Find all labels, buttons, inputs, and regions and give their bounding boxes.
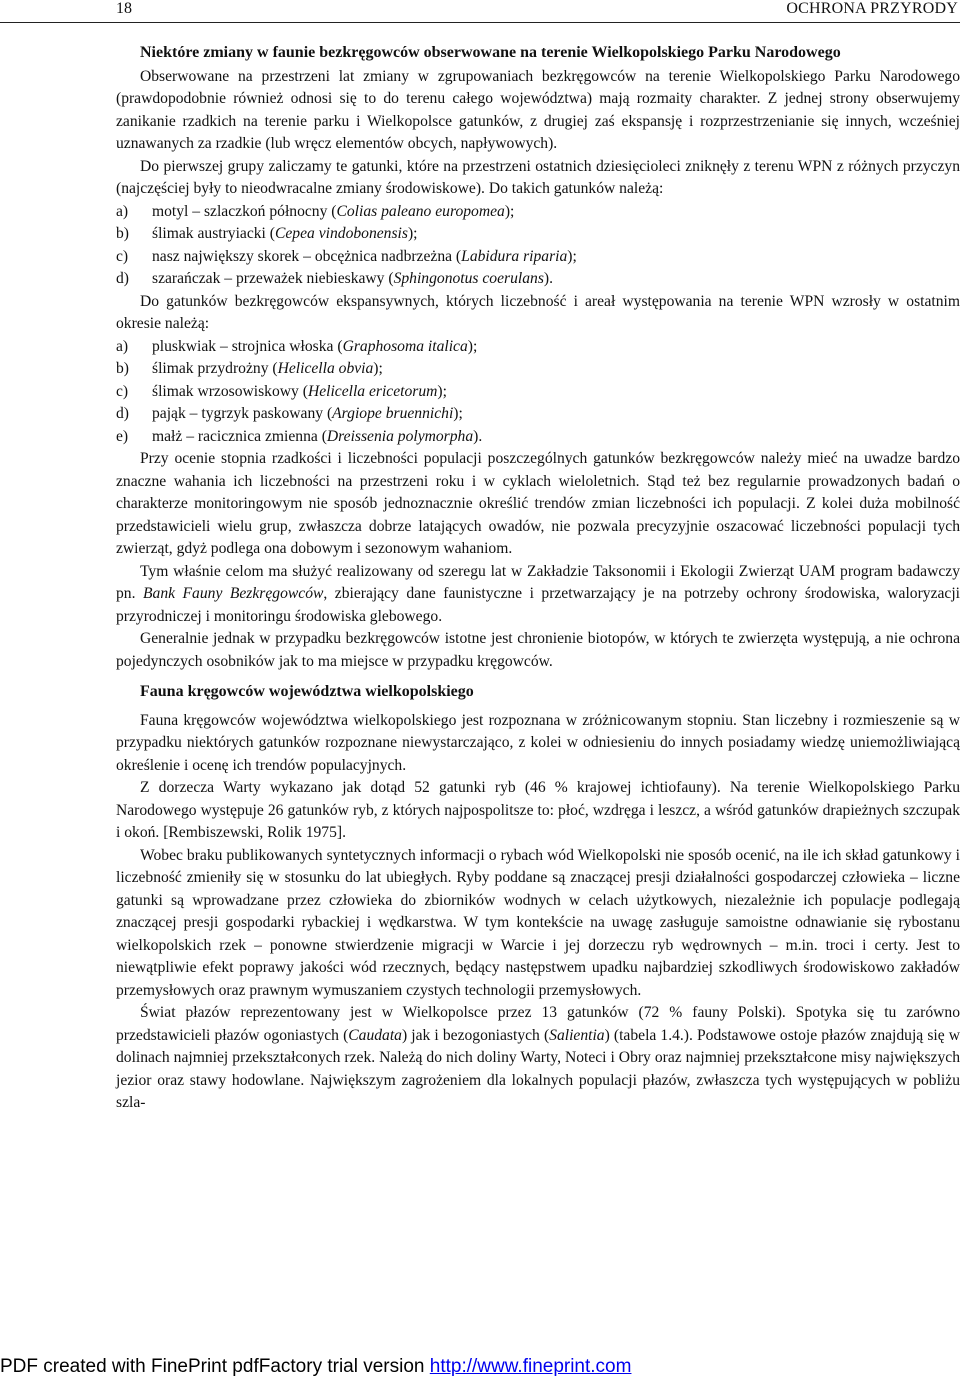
list-item: d) szarańczak – przeważek niebieskawy (Sphingonotus coerulans). (116, 270, 553, 287)
paragraph: Do gatunków bezkręgowców ekspansywnych, których liczebność i areał występowania na terenie WPN wzrosły w ostatnim okresie należą: (116, 292, 960, 332)
footer-link[interactable]: http://www.fineprint.com (429, 1356, 632, 1377)
paragraph: Obserwowane na przestrzeni lat zmiany w zgrupowaniach bezkręgowców na terenie Wielkopolskiego Parku Narodowego (prawdopodobnie również odnosi się to do terenu całego województwa) mają rozmaity charakter. Z jednej strony obserwujemy zanikanie rzadkich na terenie parku i Wielkopolsce gatunków, z drugiej zaś ekspansję i rozprzestrzenianie się innych, wcześniej uznawanych za rzadkie (lub wręcz elementów obcych, napływowych). (116, 67, 960, 152)
list-item: a) pluskwiak – strojnica włoska (Graphosoma italica); (116, 337, 478, 355)
list-item: c) nasz największy skorek – obcężnica nadbrzeżna (Labidura riparia); (116, 247, 577, 265)
paragraph: Do pierwszej grupy zaliczamy te gatunki, które na przestrzeni ostatnich dziesięcioleci zniknęły z terenu WPN z różnych przyczyn (najczęściej były to nieodwracalne zmiany środowiskowe). Do takich gatunków należą: (116, 157, 960, 197)
list-item: b) ślimak przydrożny (Helicella obvia); (116, 360, 383, 377)
paragraph: Świat płazów reprezentowany jest w Wielkopolsce przez 13 gatunków (72 % fauny Polski). Spotyka się tu zarówno przedstawicieli płazów ogoniastych (Caudata) jak i bezogoniastych (Salientia) (tabela 1.4.). Podstawowe ostoje płazów znajdują się w dolinach najmniej przekształconych rzek. Należą do nich doliny Warty, Noteci i Obry oraz najmniej przekształcone misy największych jezior oraz stawy hodowlane. Największym zagrożeniem dla lokalnych populacji płazów, zwłaszcza tych występujących w pobliżu szla- (116, 1004, 960, 1111)
section-title-vertebrates: Fauna kręgowców województwa wielkopolskiego (140, 683, 474, 700)
paragraph: Wobec braku publikowanych syntetycznych informacji o rybach wód Wielkopolski nie sposób ocenić, na ile ich skład gatunkowy i liczebność zmieniły się w stosunku do lat ubiegłych. Ryby poddane są znaczącej presji działalności gospodarczej człowieka – liczne gatunki są wprowadzane przez człowieka do zbiorników wodnych w celach użytkowych, niezależnie ich populacje podlegają znaczącej presji gospodarki rybackiej i wędkarstwa. W tym kontekście na uwagę zasługuje samoistne odnawianie się rybostanu wielkopolskich rzek – ponowne stwierdzenie migracji w Warcie i jej dorzeczu ryb wędrownych – m.in. troci i certy. Jest to niewątpliwie efekt poprawy jakości wód rzecznych, będący następstwem upadku najbardziej szkodliwych środowiskowo zakładów przemysłowych oraz prawnym wymuszaniem czystych technologii przemysłowych. (116, 846, 960, 999)
paragraph: Tym właśnie celom ma służyć realizowany od szeregu lat w Zakładzie Taksonomii i Ekologii Zwierząt UAM program badawczy pn. Bank Fauny Bezkręgowców, zbierający dane faunistyczne i przetwarzający je na potrzeby ochrony środowiska, waloryzacji przyrodniczej i monitoringu środowiska glebowego. (116, 562, 960, 625)
page-header (0, 0, 960, 23)
section-title-invertebrates: Niektóre zmiany w faunie bezkręgowców obserwowane na terenie Wielkopolskiego Parku Narodowego (140, 44, 841, 61)
list-item: d) pająk – tygrzyk paskowany (Argiope bruennichi); (116, 405, 463, 422)
list-item: c) ślimak wrzosowiskowy (Helicella ericetorum); (116, 382, 447, 400)
pdf-footer (0, 1355, 960, 1383)
paragraph: Generalnie jednak w przypadku bezkręgowców istotne jest chronienie biotopów, w których te zwierzęta występują, a nie ochrona pojedynczych osobników jak to ma miejsce w przypadku kręgowców. (116, 630, 960, 670)
footer-text: PDF created with FinePrint pdfFactory trial version (0, 1356, 430, 1377)
list-declining-species (116, 201, 960, 291)
document-body (116, 42, 960, 1115)
paragraph: Z dorzecza Warty wykazano jak dotąd 52 gatunki ryb (46 % krajowej ichtiofauny). Na terenie Wielkopolskiego Parku Narodowego występuje 26 gatunków ryb, z których najpospolitsze to: płoć, wzdręga i leszcz, a wśród gatunków drapieżnych szczupak i okoń. [Rembiszewski, Rolik 1975]. (116, 779, 960, 841)
running-head: OCHRONA PRZYRODY (786, 0, 958, 17)
list-item: a) motyl – szlaczkoń północny (Colias paleano europomea); (116, 202, 515, 220)
list-item: e) małż – racicznica zmienna (Dreissenia polymorpha). (116, 427, 483, 445)
page-number: 18 (116, 0, 132, 17)
list-expanding-species (116, 336, 960, 449)
list-item: b) ślimak austryiacki (Cepea vindobonensis); (116, 225, 418, 242)
paragraph: Fauna kręgowców województwa wielkopolskiego jest rozpoznana w zróżnicowanym stopniu. Stan liczebny i rozmieszenie są w przypadku niektórych gatunków rozpoznane niewystarczająco, z kolei w odniesieniu do innych posiadamy wiedzę uniemożliwiającą określenie i ocenę ich trendów populacyjnych. (116, 711, 960, 774)
paragraph: Przy ocenie stopnia rzadkości i liczebności populacji poszczególnych gatunków bezkręgowców należy mieć na uwadze bardzo znaczne wahania ich liczebności na przestrzeni roku i w cyklach wieloletnich. Stąd też bez regularnie prowadzonych badań o charakterze monitoringowym nie sposób jednoznacznie określić trendów zmian liczebności ich populacji. Z kolei duża mobilność przedstawicieli wielu grup, zwłaszcza dobrze latających owadów, nie pozwala precyzyjnie oszacować liczebności populacji tych zwierząt, gdyż podlega ona dobowym i sezonowym wahaniom. (116, 450, 960, 557)
